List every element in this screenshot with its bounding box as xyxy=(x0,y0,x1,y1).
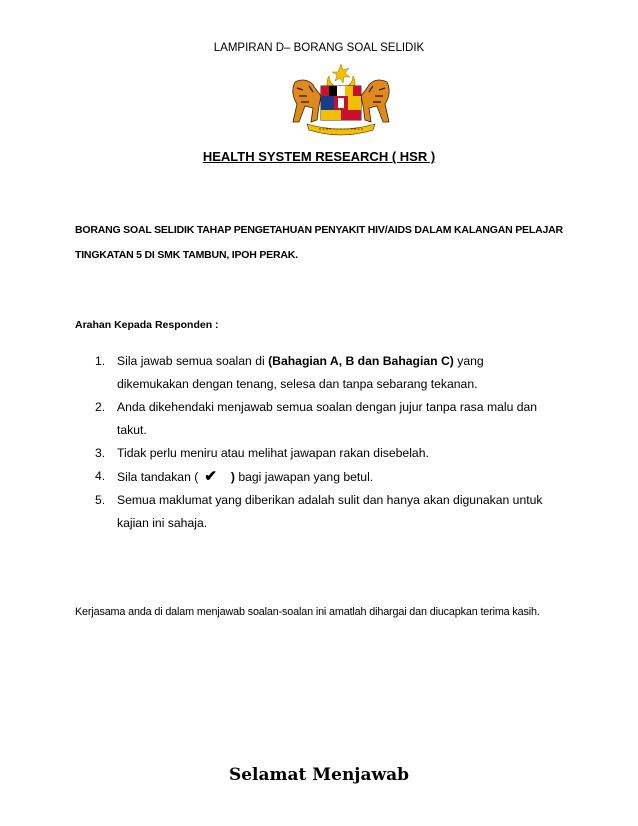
item-text: Anda dikehendaki menjawab semua soalan dengan jujur tanpa rasa malu dan takut. xyxy=(117,400,538,437)
item-number: 4. xyxy=(95,469,106,483)
section-names: (Bahagian A, B dan Bahagian C) xyxy=(268,354,454,368)
list-item xyxy=(95,350,555,396)
item-text: Sila tandakan ( ✔ ) bagi jawapan yang betul. xyxy=(117,468,374,485)
instruction-list xyxy=(95,350,555,535)
appendix-header: LAMPIRAN D– BORANG SOAL SELIDIK xyxy=(213,42,425,54)
survey-intro xyxy=(75,218,575,268)
instructions-heading: Arahan Kepada Responden : xyxy=(75,319,219,331)
item-text: Tidak perlu meniru atau melihat jawapan rakan disebelah. xyxy=(117,446,429,460)
list-item xyxy=(95,442,555,465)
item-number: 3. xyxy=(95,446,106,460)
checkmark-icon: ✔ xyxy=(204,468,217,485)
item-number: 5. xyxy=(95,493,106,507)
intro-line: TINGKATAN 5 DI SMK TAMBUN, IPOH PERAK. xyxy=(75,249,298,261)
thank-you-note: Kerjasama anda di dalam menjawab soalan-soalan ini amatlah dihargai dan diucapkan terima kasih. xyxy=(75,606,540,618)
malaysia-coat-of-arms-icon xyxy=(289,62,393,138)
item-text: Semua maklumat yang diberikan adalah sulit dan hanya akan digunakan untuk kajian ini sahaja. xyxy=(117,493,543,530)
document-title: HEALTH SYSTEM RESEARCH ( HSR ) xyxy=(202,149,436,164)
item-number: 1. xyxy=(95,354,106,368)
list-item xyxy=(95,465,555,489)
item-number: 2. xyxy=(95,400,106,414)
intro-line: BORANG SOAL SELIDIK TAHAP PENGETAHUAN PENYAKIT HIV/AIDS DALAM KALANGAN PELAJAR xyxy=(75,224,563,236)
closing-message: Selamat Menjawab xyxy=(228,765,410,785)
list-item xyxy=(95,396,555,442)
list-item xyxy=(95,489,555,535)
item-text: Sila jawab semua soalan di (Bahagian A, B dan Bahagian C) yang dikemukakan dengan tenang, selesa dan tanpa sebarang tekanan. xyxy=(117,354,484,391)
